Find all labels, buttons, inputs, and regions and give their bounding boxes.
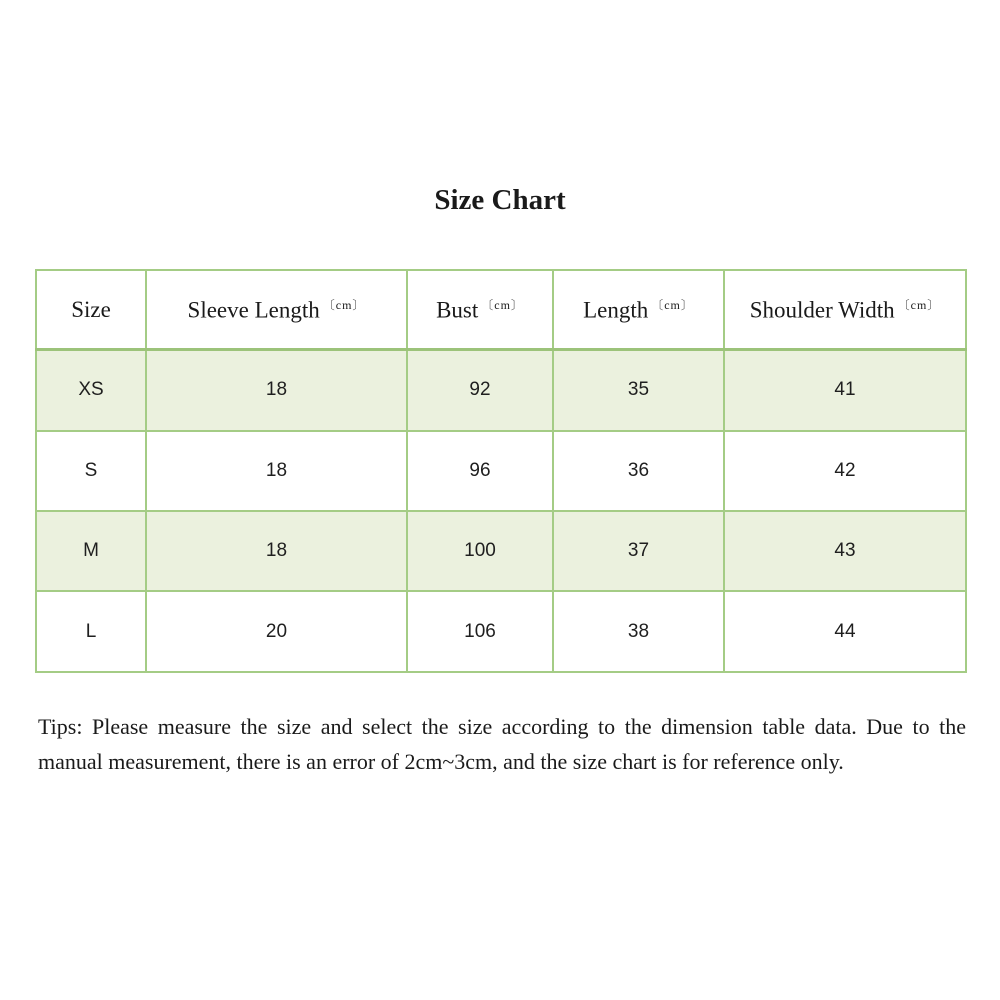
cell-size: XS — [36, 350, 146, 431]
table-row — [36, 431, 966, 511]
unit-label: 〔cm〕 — [481, 297, 524, 312]
column-header-label: Size — [71, 296, 111, 322]
column-header-sleeve-length — [146, 270, 407, 350]
unit-label: 〔cm〕 — [651, 297, 694, 312]
cell-sleeve-length: 18 — [146, 431, 407, 511]
table-row — [36, 591, 966, 672]
unit-label: 〔cm〕 — [322, 297, 366, 312]
cell-bust: 96 — [407, 431, 553, 511]
column-header-label: Length — [583, 297, 649, 323]
cell-size: M — [36, 511, 146, 591]
column-header-bust — [407, 270, 553, 350]
cell-sleeve-length: 20 — [146, 591, 407, 672]
cell-length: 37 — [553, 511, 724, 591]
cell-shoulder-width: 41 — [724, 350, 966, 431]
cell-bust: 106 — [407, 591, 553, 672]
cell-length: 35 — [553, 350, 724, 431]
cell-size: S — [36, 431, 146, 511]
cell-length: 36 — [553, 431, 724, 511]
table-row — [36, 511, 966, 591]
size-table — [35, 269, 967, 673]
cell-bust: 100 — [407, 511, 553, 591]
tips-note: Tips: Please measure the size and select the size according to the dimension table data. Due to the manual measurement, there is an error of 2cm~3cm, and the size chart is for reference only. — [38, 714, 966, 774]
column-header-length — [553, 270, 724, 350]
cell-sleeve-length: 18 — [146, 511, 407, 591]
column-header-label: Shoulder Width — [749, 297, 895, 323]
column-header-shoulder-width — [724, 270, 966, 350]
column-header-size — [36, 270, 146, 350]
cell-bust: 92 — [407, 350, 553, 431]
page-title: Size Chart — [434, 184, 566, 216]
cell-shoulder-width: 44 — [724, 591, 966, 672]
table-row — [36, 350, 966, 431]
unit-label: 〔cm〕 — [897, 297, 941, 312]
column-header-label: Sleeve Length — [187, 297, 320, 323]
cell-shoulder-width: 43 — [724, 511, 966, 591]
column-header-label: Bust — [436, 297, 479, 323]
cell-sleeve-length: 18 — [146, 350, 407, 431]
table-header-row — [36, 270, 966, 350]
cell-size: L — [36, 591, 146, 672]
cell-shoulder-width: 42 — [724, 431, 966, 511]
cell-length: 38 — [553, 591, 724, 672]
